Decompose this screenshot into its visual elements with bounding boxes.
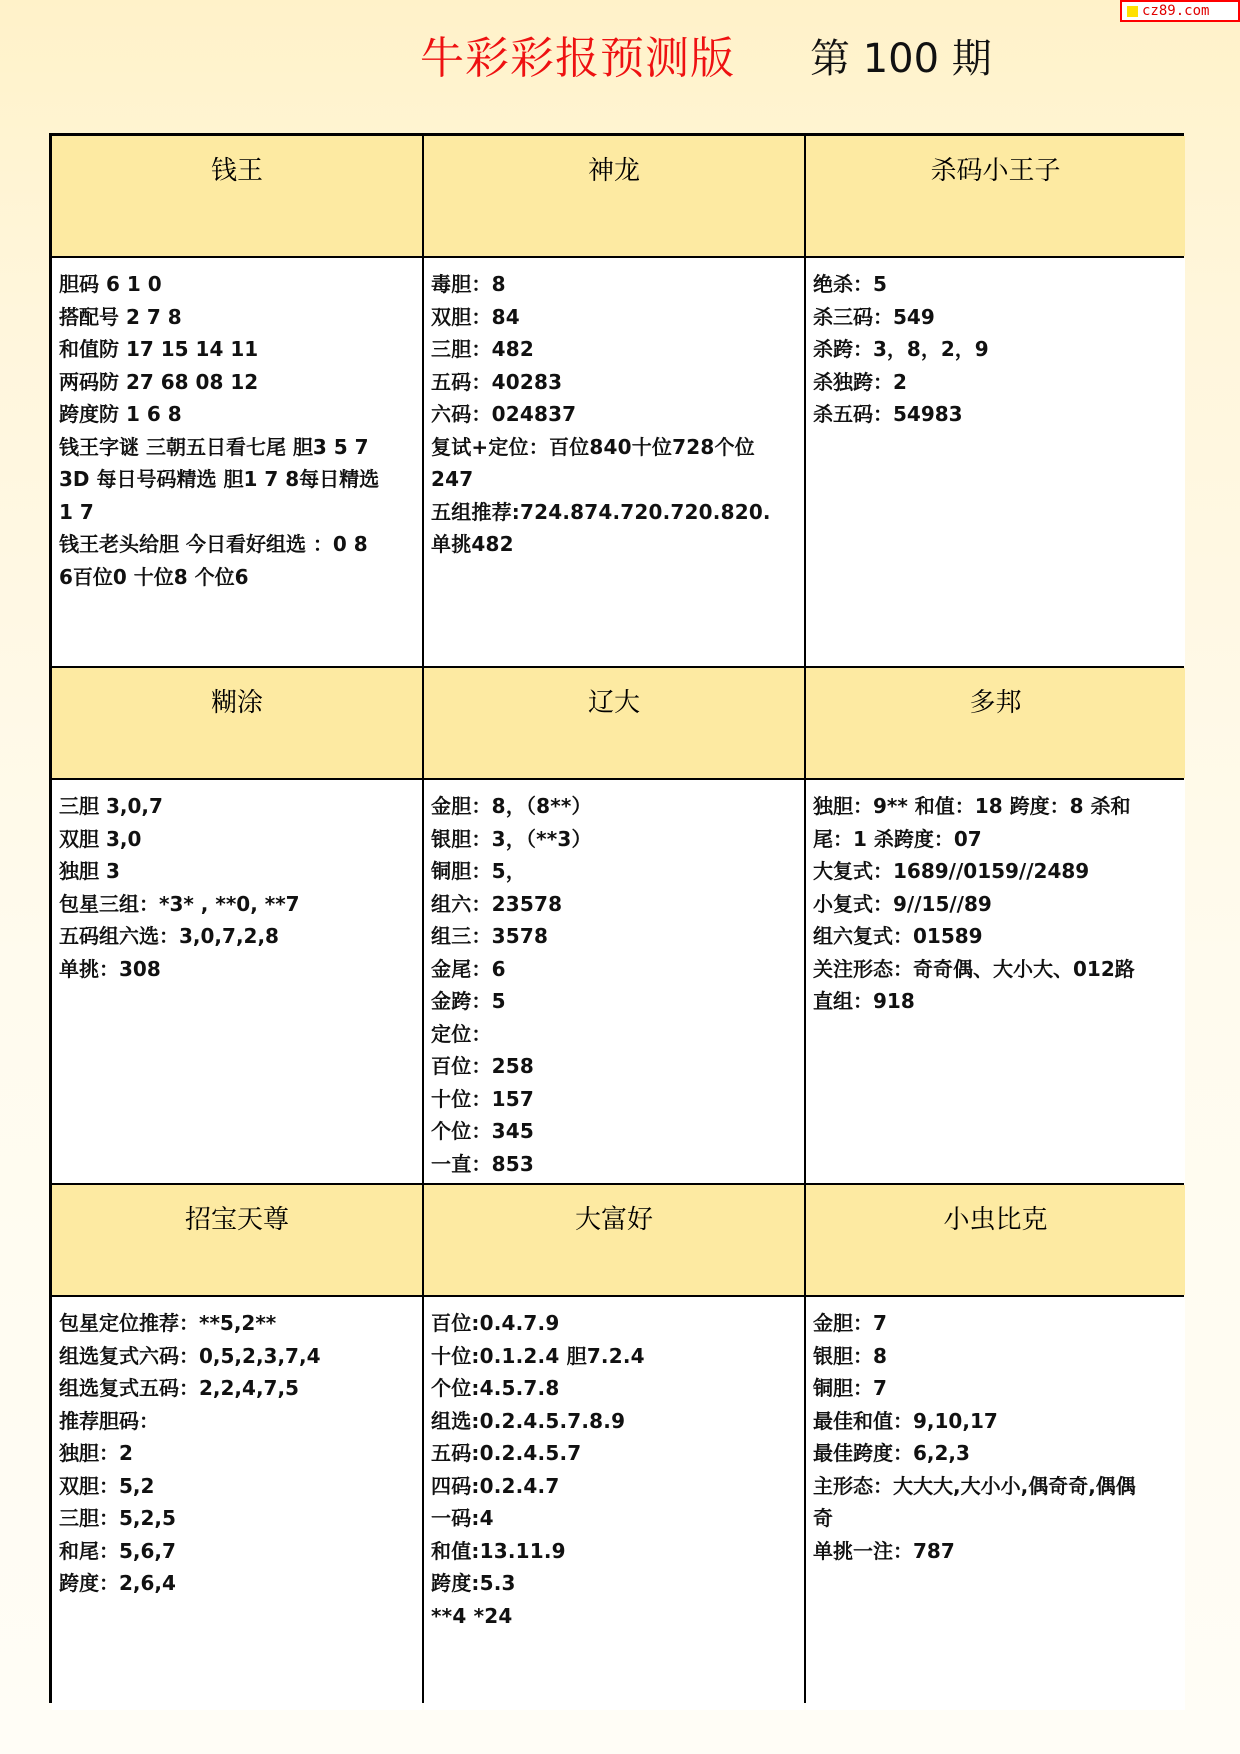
section-line: 双胆：84 bbox=[431, 304, 520, 329]
section-line: 铜胆：5， bbox=[431, 859, 526, 883]
section-line: 复试+定位：百位840十位728个位 bbox=[431, 434, 755, 459]
section-line: 最佳跨度：6,2,3 bbox=[813, 1441, 970, 1465]
section-line: 独胆 3 bbox=[59, 859, 120, 883]
section-line: 金胆：8，（8**） bbox=[431, 794, 592, 818]
watermark-square-icon bbox=[1127, 6, 1138, 17]
site-watermark bbox=[1120, 0, 1240, 22]
section-line: 小复式：9//15//89 bbox=[813, 891, 992, 916]
section-line: 跨度：2,6,4 bbox=[59, 1571, 176, 1595]
section-line: 1 7 bbox=[59, 499, 94, 524]
section-line: 钱王字谜 三朝五日看七尾 胆3 5 7 bbox=[59, 434, 369, 459]
section-line: 金胆：7 bbox=[813, 1311, 887, 1335]
section-line: 组选复式五码：2,2,4,7,5 bbox=[59, 1376, 299, 1400]
section-body bbox=[52, 258, 422, 666]
section-line: 组选复式六码：0,5,2,3,7,4 bbox=[59, 1343, 321, 1368]
section-heading: 大富好 bbox=[424, 1185, 804, 1295]
section-line: 十位：157 bbox=[431, 1086, 534, 1111]
section-line: 银胆：8 bbox=[813, 1343, 887, 1368]
prediction-table bbox=[49, 133, 1184, 1703]
section-line: 五码组六选：3,0,7,2,8 bbox=[59, 924, 279, 948]
section-body bbox=[52, 780, 422, 1183]
section-line: 两码防 27 68 08 12 bbox=[59, 369, 259, 394]
section-heading: 小虫比克 bbox=[806, 1185, 1185, 1295]
section-line: 三胆：5,2,5 bbox=[59, 1506, 176, 1530]
section-line: 大复式：1689//0159//2489 bbox=[813, 859, 1090, 883]
section-heading: 糊涂 bbox=[52, 668, 422, 778]
section-line: 五组推荐:724.874.720.720.820. bbox=[431, 499, 771, 524]
section-body bbox=[806, 1297, 1185, 1710]
watermark-text: cz89.com bbox=[1142, 3, 1210, 19]
section-line: 单挑：308 bbox=[59, 956, 161, 981]
section-line: 杀三码：549 bbox=[813, 304, 935, 329]
section-line: 包星定位推荐：**5,2** bbox=[59, 1311, 277, 1335]
section-line: 直组：918 bbox=[813, 989, 915, 1013]
section-line: 一码:4 bbox=[431, 1506, 494, 1530]
page-title: 牛彩彩报预测版 bbox=[420, 33, 735, 84]
section-line: 杀跨：3，8，2，9 bbox=[813, 337, 989, 361]
section-line: 组六复式：01589 bbox=[813, 924, 983, 948]
section-line: 双胆 3,0 bbox=[59, 826, 142, 851]
section-line: 尾：1 杀跨度：07 bbox=[813, 826, 982, 851]
section-line: 组六：23578 bbox=[431, 891, 563, 916]
section-line: 247 bbox=[431, 467, 474, 491]
section-body bbox=[806, 780, 1185, 1183]
section-body bbox=[52, 1297, 422, 1710]
section-line: 铜胆：7 bbox=[813, 1376, 887, 1400]
section-line: 十位:0.1.2.4 胆7.2.4 bbox=[431, 1343, 645, 1368]
section-line: 推荐胆码： bbox=[59, 1408, 159, 1433]
section-line: 和尾：5,6,7 bbox=[59, 1538, 176, 1563]
section-line: 组三：3578 bbox=[431, 924, 549, 948]
section-line: **4 *24 bbox=[431, 1603, 513, 1628]
section-line: 主形态：大大大,大小小,偶奇奇,偶偶 bbox=[813, 1473, 1136, 1498]
section-line: 独胆：2 bbox=[59, 1441, 133, 1465]
section-line: 和值:13.11.9 bbox=[431, 1538, 566, 1563]
section-line: 组选:0.2.4.5.7.8.9 bbox=[431, 1408, 626, 1433]
section-line: 胆码 6 1 0 bbox=[59, 272, 162, 296]
section-line: 六码：024837 bbox=[431, 402, 577, 426]
section-line: 3D 每日号码精选 胆1 7 8每日精选 bbox=[59, 467, 380, 491]
section-line: 三胆：482 bbox=[431, 337, 534, 361]
section-line: 银胆：3，（**3） bbox=[431, 826, 592, 851]
section-line: 搭配号 2 7 8 bbox=[59, 304, 182, 329]
section-line: 定位： bbox=[431, 1021, 492, 1046]
section-line: 独胆：9** 和值：18 跨度：8 杀和 bbox=[813, 794, 1131, 818]
section-heading: 杀码小王子 bbox=[806, 136, 1185, 256]
section-body bbox=[424, 1297, 804, 1710]
section-line: 奇 bbox=[813, 1506, 833, 1530]
section-line: 和值防 17 15 14 11 bbox=[59, 337, 259, 361]
section-body bbox=[424, 258, 804, 666]
section-line: 五码:0.2.4.5.7 bbox=[431, 1441, 582, 1465]
section-line: 钱王老头给胆 今日看好组选 ：0 8 bbox=[59, 532, 368, 556]
section-heading: 辽大 bbox=[424, 668, 804, 778]
section-line: 四码:0.2.4.7 bbox=[431, 1473, 560, 1498]
section-line: 单挑一注：787 bbox=[813, 1538, 955, 1563]
section-heading: 招宝天尊 bbox=[52, 1185, 422, 1295]
section-line: 双胆：5,2 bbox=[59, 1473, 155, 1498]
section-line: 单挑482 bbox=[431, 532, 514, 556]
page-header bbox=[0, 22, 1240, 92]
section-line: 金尾：6 bbox=[431, 956, 506, 981]
section-line: 杀五码：54983 bbox=[813, 402, 963, 426]
section-line: 包星三组：*3* , **0, **7 bbox=[59, 891, 300, 916]
section-line: 百位：258 bbox=[431, 1054, 534, 1078]
section-line: 关注形态：奇奇偶、大小大、012路 bbox=[813, 956, 1135, 981]
section-heading: 多邦 bbox=[806, 668, 1185, 778]
section-line: 金跨：5 bbox=[431, 989, 506, 1013]
section-heading: 神龙 bbox=[424, 136, 804, 256]
section-line: 杀独跨：2 bbox=[813, 369, 907, 394]
section-line: 最佳和值：9,10,17 bbox=[813, 1408, 998, 1433]
section-body bbox=[806, 258, 1185, 666]
section-line: 跨度防 1 6 8 bbox=[59, 402, 182, 426]
section-line: 跨度:5.3 bbox=[431, 1571, 516, 1595]
section-line: 一直：853 bbox=[431, 1151, 534, 1176]
section-line: 三胆 3,0,7 bbox=[59, 794, 163, 818]
section-line: 6百位0 十位8 个位6 bbox=[59, 564, 249, 589]
section-line: 绝杀：5 bbox=[813, 272, 887, 296]
section-line: 百位:0.4.7.9 bbox=[431, 1311, 560, 1335]
section-line: 个位:4.5.7.8 bbox=[431, 1376, 560, 1400]
section-line: 五码：40283 bbox=[431, 369, 563, 394]
section-heading: 钱王 bbox=[52, 136, 422, 256]
section-line: 毒胆：8 bbox=[431, 272, 506, 296]
section-body bbox=[424, 780, 804, 1183]
section-line: 个位：345 bbox=[431, 1119, 534, 1143]
issue-number: 第 100 期 bbox=[810, 36, 992, 82]
